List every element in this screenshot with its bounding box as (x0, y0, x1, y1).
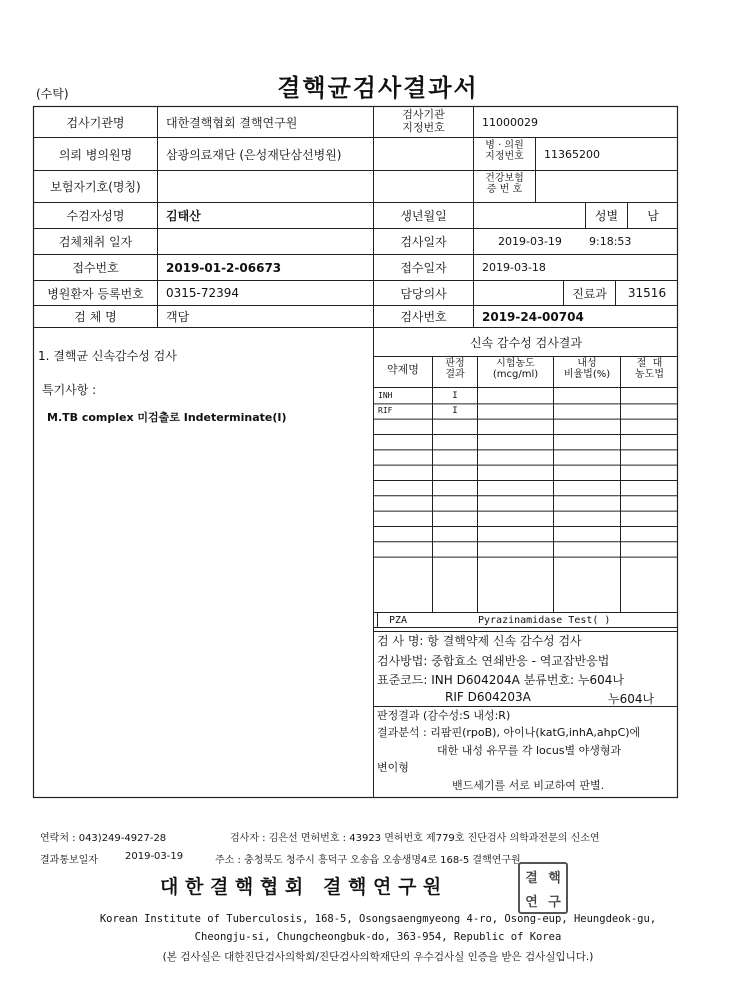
lab-value: 대한결핵협회 결핵연구원 (166, 115, 298, 130)
receipt-label: (수탁) (36, 87, 69, 101)
clinic-code-label-2: 지정번호 (485, 151, 524, 162)
dst-header-abs-2: 농도법 (635, 369, 664, 380)
sex-label: 성별 (594, 209, 619, 223)
doctor-value (474, 281, 563, 305)
test-no-label: 검사번호 (400, 310, 447, 324)
notify-label: 결과통보일자 (40, 855, 98, 866)
dst-header-result (433, 358, 477, 380)
dst-header-conc (478, 358, 553, 380)
patient-value: 김태산 (166, 209, 201, 223)
lab-code-label-2: 지정번호 (402, 121, 445, 134)
method-block (377, 632, 624, 691)
insurance-value (158, 171, 373, 202)
dst-header-result-1: 판정 (445, 358, 465, 369)
insurance-label: 보험자기호(명칭) (50, 180, 141, 194)
seal-char-1: 결 (525, 870, 538, 886)
lab-code-value: 11000029 (482, 115, 538, 129)
remarks-value: M.TB complex 미검출로 Indeterminate(I) (47, 411, 287, 424)
dst-row-result (433, 449, 477, 464)
sex-value: 남 (647, 209, 659, 223)
en-address-2: Cheongju-si, Chungcheongbuk-do, 363-954, Republic of Korea (194, 931, 562, 943)
address: 주소 : 충청북도 청주시 흥덕구 오송읍 오송생명4로 168-5 결핵연구원 (215, 855, 521, 866)
lab-label: 검사기관명 (66, 115, 125, 130)
dst-title: 신속 감수성 검사결과 (470, 335, 582, 350)
dst-header-abs (621, 358, 678, 380)
dst-row-result (433, 480, 477, 495)
patient-label: 수검자성명 (66, 209, 125, 223)
dst-header-ratio-2: 비율법(%) (563, 369, 611, 380)
dst-row-drug: INH (378, 391, 393, 401)
dst-row-result (433, 526, 477, 541)
specimen-value: 객담 (166, 310, 190, 324)
dst-header-result-2: 결과 (445, 369, 465, 380)
dst-row-result (433, 465, 477, 480)
collect-value (158, 229, 373, 254)
method-line-4b: 누604나 (608, 692, 655, 706)
test-date-value: 2019-03-19 (498, 235, 562, 248)
dept-label: 진료과 (572, 286, 607, 301)
method-line-1: 검 사 명: 항 결핵약제 신속 감수성 검사 (377, 634, 582, 648)
method-line-2: 검사방법: 중합효소 연쇄반응 - 역교잡반응법 (377, 653, 610, 668)
dst-row-result (433, 495, 477, 510)
collect-label: 검체채취 일자 (58, 235, 133, 249)
method-line-4a: RIF D604203A (445, 690, 531, 704)
dst-row-result (433, 511, 477, 526)
dst-row-result (433, 434, 477, 449)
dst-row-result (433, 557, 477, 572)
page-title: 결핵균검사결과서 (277, 74, 479, 102)
dst-header-drug: 약제명 (387, 363, 419, 376)
remarks-label: 특기사항 : (42, 383, 97, 397)
clinic-code-label-1: 병 · 의원 (485, 140, 524, 151)
en-address-1: Korean Institute of Tuberculosis, 168-5, Osongsaengmyeong 4-ro, Osong-eup, Heungdeok-gu, (99, 913, 657, 925)
reception-date-label: 접수일자 (400, 261, 447, 275)
contact: 연락처 : 043)249-4927-28 (40, 833, 167, 844)
dst-header-ratio-1: 내성 (577, 358, 597, 369)
dst-row-result (433, 541, 477, 556)
dst-header-ratio (554, 358, 620, 380)
analysis-4: 밴드세기를 서로 비교하여 판별. (452, 779, 605, 792)
reception-no-value: 2019-01-2-06673 (166, 260, 282, 275)
seal-char-4: 구 (548, 894, 561, 910)
doctor-label: 담당의사 (400, 286, 447, 301)
test-time-value: 9:18:53 (589, 235, 632, 248)
lab-code-label (374, 108, 473, 134)
dst-row-result (433, 419, 477, 434)
test-no-value: 2019-24-00704 (482, 309, 584, 324)
dept-value: 31516 (627, 286, 667, 300)
criteria: 판정결과 (감수성:S 내성:R) (377, 709, 511, 722)
dst-header-conc-1: 시험농도 (496, 358, 535, 369)
health-ins-label-1: 건강보험 (485, 173, 524, 184)
official-seal (518, 862, 568, 914)
health-ins-label (474, 173, 535, 195)
method-line-3: 표준코드: INH D604204A 분류번호: 누604나 (377, 673, 624, 687)
notify-date: 2019-03-19 (125, 851, 184, 862)
hospital-reg-value: 0315-72394 (166, 286, 240, 300)
specimen-label: 검 체 명 (74, 310, 117, 324)
dob-label: 생년월일 (400, 209, 447, 223)
health-ins-value (536, 171, 678, 202)
seal-char-2: 핵 (548, 870, 561, 886)
test-item: 1. 결핵균 신속감수성 검사 (38, 349, 177, 363)
referral-label: 의뢰 병의원명 (58, 147, 133, 162)
reception-no-label: 접수번호 (72, 261, 119, 275)
examiner: 검사자 : 김은선 면허번호 : 43923 면허번호 제779호 진단검사 의학과전문의 신소연 (230, 833, 600, 844)
dst-row-drug: RIF (378, 406, 393, 416)
dst-row-result: I (452, 405, 458, 416)
org-name: 대 한 결 핵 협 회 결 핵 연 구 원 (160, 876, 442, 898)
pza-value: Pyrazinamidase Test( ) (478, 614, 611, 626)
analysis-2: 대한 내성 유무를 각 locus별 야생형과 (437, 744, 622, 757)
dst-row-result: I (452, 390, 458, 401)
test-date-label: 검사일자 (400, 235, 447, 249)
dst-header-abs-1: 절 대 (636, 358, 663, 369)
reception-date-value: 2019-03-18 (482, 261, 546, 274)
clinic-code-label (474, 140, 535, 162)
dob-value (474, 203, 585, 228)
cert-note: (본 검사실은 대한진단검사의학회/진단검사의학재단의 우수검사실 인증을 받은 검사실입니다.) (162, 951, 594, 963)
analysis-1: 결과분석 : 리팜핀(rpoB), 아이나(katG,inhA,ahpC)에 (377, 726, 641, 739)
hospital-reg-label: 병원환자 등록번호 (47, 286, 144, 301)
health-ins-label-2: 증 번 호 (486, 184, 523, 195)
clinic-code-value: 11365200 (544, 147, 600, 161)
analysis-3: 변이형 (377, 761, 409, 774)
referral-value: 삼광의료재단 (은성재단삼선병원) (166, 147, 342, 162)
lab-code-label-1: 검사기관 (402, 108, 445, 121)
dst-header-conc-2: (mcg/ml) (492, 369, 539, 380)
seal-char-3: 연 (525, 894, 538, 910)
pza-label: PZA (388, 614, 408, 626)
